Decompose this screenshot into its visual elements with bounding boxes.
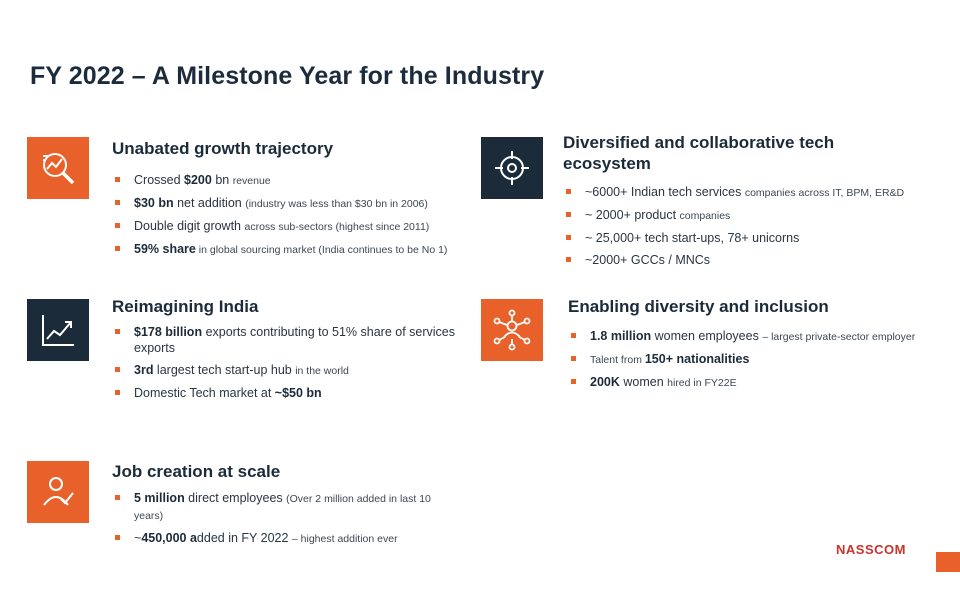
list-item: 1.8 million women employees – largest private-sector employer [568,328,915,345]
list-item: ~ 25,000+ tech start-ups, 78+ unicorns [563,230,904,246]
india-bullet-list [112,324,462,407]
magnifier-chart-icon [27,137,89,199]
diversity-bullet-list [568,328,915,397]
list-item: ~ 2000+ product companies [563,207,904,224]
corner-accent [936,552,960,572]
ecosystem-heading: Diversified and collaborative tech ecosystem [563,133,835,173]
target-icon [481,137,543,199]
ecosystem-bullet-list [563,184,904,274]
india-heading: Reimagining India [112,297,259,316]
list-item: Double digit growth across sub-sectors (highest since 2011) [112,218,447,235]
list-item: 3rd largest tech start-up hub in the world [112,362,462,379]
growth-heading: Unabated growth trajectory [112,139,334,158]
list-item: ~2000+ GCCs / MNCs [563,252,904,268]
list-item: Crossed $200 bn revenue [112,172,447,189]
list-item: $178 billion exports contributing to 51% share of services exports [112,324,462,356]
person-check-icon [27,461,89,523]
growth-bullet-list [112,172,447,264]
people-network-icon [481,299,543,361]
list-item: 59% share in global sourcing market (India continues to be No 1) [112,241,447,258]
list-item: $30 bn net addition (industry was less than $30 bn in 2006) [112,195,447,212]
jobs-bullet-list [112,490,457,553]
diversity-heading: Enabling diversity and inclusion [568,297,829,316]
slide-title: FY 2022 – A Milestone Year for the Industry [30,62,545,90]
jobs-heading: Job creation at scale [112,462,281,481]
list-item: ~450,000 added in FY 2022 – highest addition ever [112,530,457,547]
list-item: Domestic Tech market at ~$50 bn [112,385,462,401]
list-item: ~6000+ Indian tech services companies across IT, BPM, ER&D [563,184,904,201]
list-item: 5 million direct employees (Over 2 million added in last 10 years) [112,490,457,524]
list-item: 200K women hired in FY22E [568,374,915,391]
nasscom-logo: NASSCOM [836,542,906,557]
trend-chart-icon [27,299,89,361]
list-item: Talent from 150+ nationalities [568,351,915,368]
